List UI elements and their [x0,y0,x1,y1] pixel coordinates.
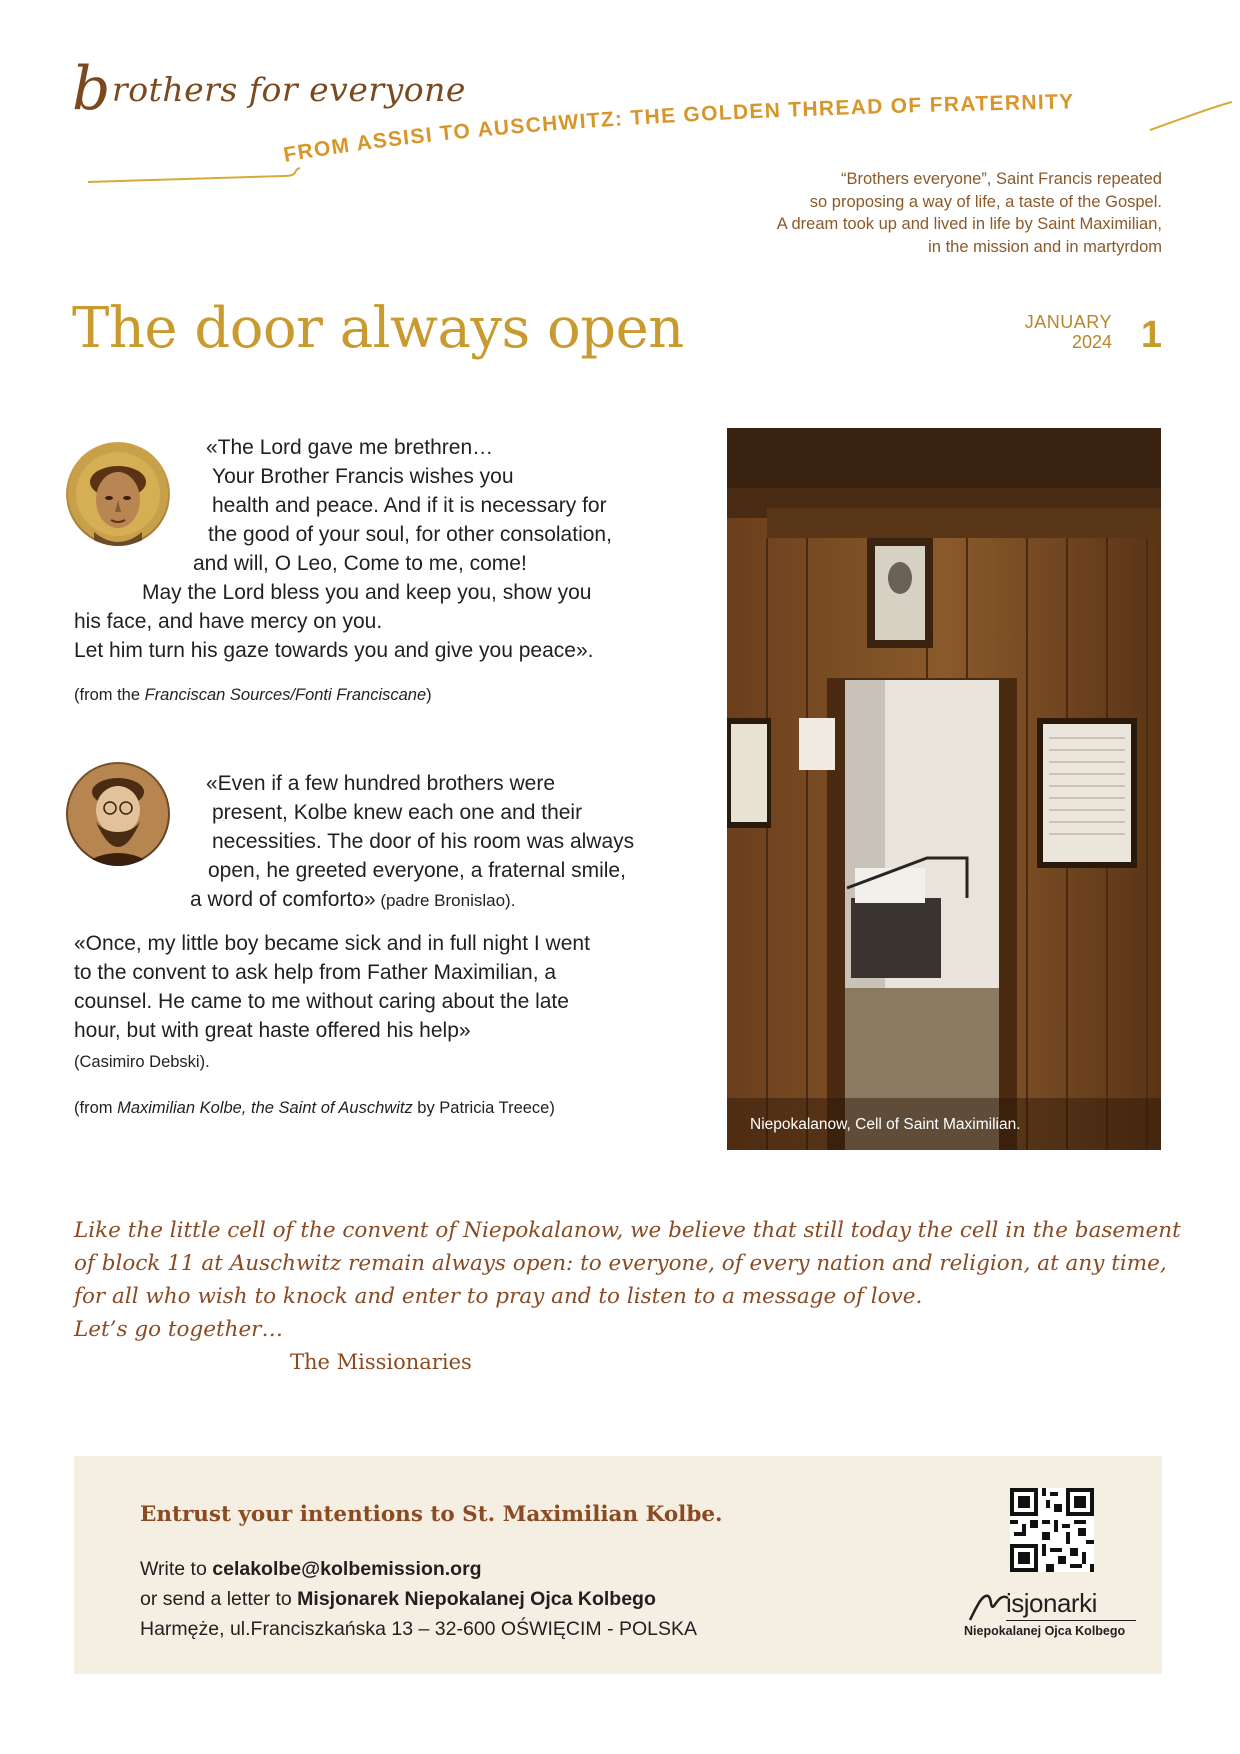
quote-line: Let him turn his gaze towards you and give you peace». [74,639,594,662]
date-day: 1 [1140,314,1162,356]
signature: The Missionaries [290,1350,472,1374]
source-prefix: (from [74,1099,118,1117]
kolbe-portrait [66,762,170,866]
quote-line: hour, but with great haste offered his help» [74,1019,471,1042]
subtitle: FROM ASSISI TO AUSCHWITZ: THE GOLDEN THREAD OF FRATERNITY [281,90,1075,167]
quote-line: open, he greeted everyone, a fraternal smile, [208,859,626,882]
source-francis [74,686,432,705]
quote-francis [74,607,382,636]
quote-francis [212,462,514,491]
footer-address: Harmęże, ul.Franciszkańska 13 – 32-600 OŚWIĘCIM - POLSKA [140,1618,698,1640]
intro-line: “Brothers everyone”, Saint Francis repeated [841,170,1162,188]
closing-line: Let’s go together… [74,1317,283,1342]
quote-francis [206,433,493,462]
quote-line: counsel. He came to me without caring about the late [74,990,569,1013]
quote-line-text: a word of comforto» [190,888,376,911]
logo-subtitle: Niepokalanej Ojca Kolbego [964,1624,1126,1638]
quote-kolbe [190,885,515,915]
attribution-debski: (Casimiro Debski). [74,1053,210,1071]
qr-code-icon[interactable] [1010,1488,1094,1572]
quote-kolbe [212,798,582,827]
org-name: Misjonarek Niepokalanej Ojca Kolbego [297,1588,656,1610]
date-year: 2024 [1071,332,1112,352]
page-title: The door always open [72,296,684,361]
quote-francis [193,549,527,578]
source-title: Franciscan Sources/Fonti Franciscane [144,686,427,704]
quote-line: to the convent to ask help from Father Maximilian, a [74,961,557,984]
cell-photo [727,428,1161,1150]
quote-line: «Even if a few hundred brothers were [206,772,556,795]
intro-line: so proposing a way of life, a taste of the Gospel. [809,192,1162,211]
quote-line: and will, O Leo, Come to me, come! [193,552,527,575]
subtitle-text [282,90,1075,167]
date-month: JANUARY [1024,312,1112,332]
saint-francis-portrait [66,442,170,546]
closing-line: of block 11 at Auschwitz remain always open: to everyone, of every nation and religion, at any time, [74,1251,1167,1276]
quote-line: his face, and have mercy on you. [74,610,383,633]
quote-line: necessities. The door of his room was always [212,830,635,853]
francis-face-icon [66,442,170,546]
quote-line [190,885,515,915]
quote-line: «The Lord gave me brethren… [206,436,494,459]
quote-kolbe [208,856,626,885]
date-block [1025,312,1112,352]
footer-heading: Entrust your intentions to St. Maximilian Kolbe. [140,1502,723,1527]
letter-prefix: or send a letter to [140,1588,298,1610]
logo-title: isjonarki [1006,1588,1097,1618]
closing-line: for all who wish to knock and enter to pray and to listen to a message of love. [74,1284,923,1309]
quote-kolbe [212,827,634,856]
cell-photo-illustration [727,428,1161,1150]
source-suffix: by Patricia Treece) [412,1099,555,1117]
write-prefix: Write to [140,1558,213,1580]
intro-text [642,168,1162,258]
source-prefix: (from the [74,686,145,704]
logo-divider [1006,1620,1136,1621]
intro-line: in the mission and in martyrdom [928,237,1162,256]
intro-line: A dream took up and lived in life by Saint Maximilian, [776,215,1162,233]
quote-line: present, Kolbe knew each one and their [212,801,583,824]
quote-line: «Once, my little boy became sick and in full night I went [74,932,590,955]
kolbe-face-icon [66,762,170,866]
attribution-bronislao: (padre Bronislao). [375,891,516,910]
photo-caption: Niepokalanow, Cell of Saint Maximilian. [750,1116,1021,1133]
brand-rest: rothers for everyone [111,70,466,109]
source-title: Maximilian Kolbe, the Saint of Auschwitz [117,1099,413,1117]
quote-francis [142,578,591,607]
quote-debski [74,929,590,1045]
quote-line: May the Lord bless you and keep you, show you [142,581,592,604]
quote-kolbe [206,769,555,798]
email-link[interactable]: celakolbe@kolbemission.org [212,1558,482,1580]
source-suffix: ) [426,686,432,704]
quote-line: Your Brother Francis wishes you [212,465,514,488]
quote-francis [212,491,607,520]
brand-initial: b [72,54,111,124]
quote-line: the good of your soul, for other consolation, [208,523,612,546]
quote-francis [74,636,593,665]
quote-francis [208,520,612,549]
closing-line: Like the little cell of the convent of Niepokalanow, we believe that still today the cell in the basement [74,1218,1181,1243]
quote-line: health and peace. And if it is necessary for [212,494,607,517]
footer-letter-line [140,1588,656,1611]
source-kolbe [74,1099,555,1118]
footer-write-line [140,1558,482,1581]
closing-paragraph [74,1214,1181,1346]
